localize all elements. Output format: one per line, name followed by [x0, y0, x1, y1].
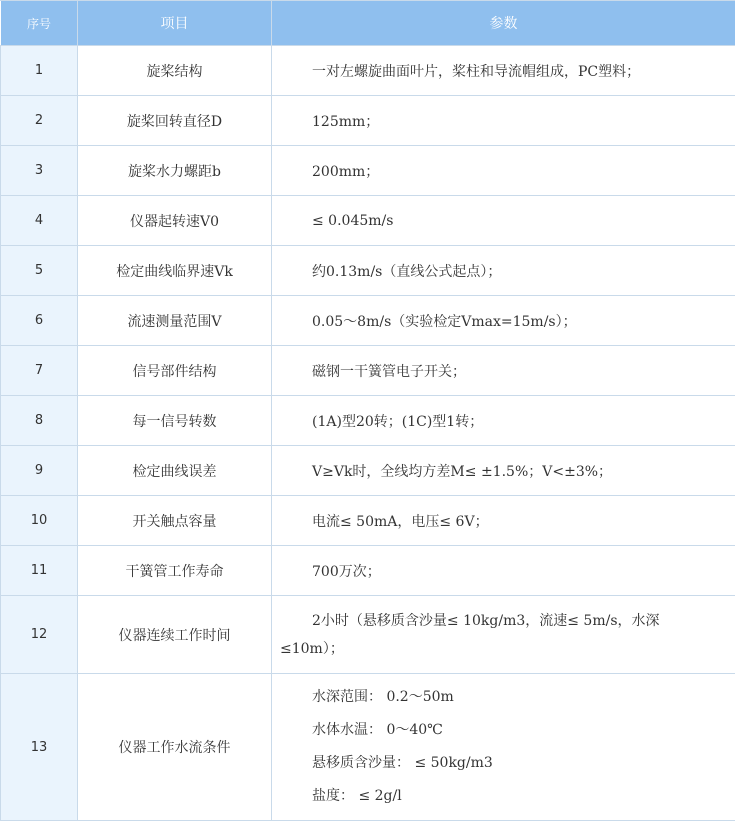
table-row: [1, 96, 735, 146]
row-no: 5: [1, 246, 78, 296]
table-row: [1, 596, 735, 674]
table-row: [1, 196, 735, 246]
row-param-line: 2小时（悬移质含沙量≤ 10kg/m3，流速≤ 5m/s，水深: [312, 612, 660, 629]
row-param: V≥Vk时，全线均方差M≤ ±1.5%；V<±3%；: [272, 446, 735, 496]
table-row: [1, 446, 735, 496]
row-no: 11: [1, 546, 78, 596]
row-param: 700万次；: [272, 546, 735, 596]
row-param: 磁钢一干簧管电子开关；: [272, 346, 735, 396]
condition-line: 盐度： ≤ 2g/l: [312, 788, 402, 804]
row-no: 13: [1, 674, 78, 821]
table-header-row: [1, 1, 735, 46]
row-no: 3: [1, 146, 78, 196]
row-item: 检定曲线临界速Vk: [78, 246, 272, 296]
table-row: [1, 496, 735, 546]
row-param: 约0.13m/s（直线公式起点）；: [272, 246, 735, 296]
row-item: 信号部件结构: [78, 346, 272, 396]
row-param: 一对左螺旋曲面叶片，桨柱和导流帽组成，PC塑料；: [272, 46, 735, 96]
row-item: 仪器工作水流条件: [78, 674, 272, 821]
row-param: 电流≤ 50mA，电压≤ 6V；: [272, 496, 735, 546]
row-no: 8: [1, 396, 78, 446]
header-param: 参数: [272, 1, 735, 46]
table-row: [1, 674, 735, 821]
row-no: 7: [1, 346, 78, 396]
row-param: [272, 674, 735, 821]
row-item: 旋桨结构: [78, 46, 272, 96]
row-no: 10: [1, 496, 78, 546]
row-no: 6: [1, 296, 78, 346]
row-param: ≤ 0.045m/s: [272, 196, 735, 246]
row-no: 4: [1, 196, 78, 246]
row-item: 旋桨水力螺距b: [78, 146, 272, 196]
row-param: 0.05～8m/s（实验检定Vmax=15m/s）；: [272, 296, 735, 346]
row-no: 1: [1, 46, 78, 96]
condition-line: 水深范围： 0.2～50m: [312, 689, 454, 705]
row-item: 干簧管工作寿命: [78, 546, 272, 596]
table-row: [1, 146, 735, 196]
condition-line: 水体水温： 0～40℃: [312, 722, 443, 738]
row-param: 125mm；: [272, 96, 735, 146]
row-item: 开关触点容量: [78, 496, 272, 546]
table-row: [1, 546, 735, 596]
condition-line: 悬移质含沙量： ≤ 50kg/m3: [312, 755, 493, 771]
row-item: 每一信号转数: [78, 396, 272, 446]
table-row: [1, 46, 735, 96]
row-item: 仪器起转速V0: [78, 196, 272, 246]
table-row: [1, 346, 735, 396]
row-no: 9: [1, 446, 78, 496]
row-no: 2: [1, 96, 78, 146]
row-item: 旋桨回转直径D: [78, 96, 272, 146]
table-row: [1, 396, 735, 446]
row-no: 12: [1, 596, 78, 674]
row-param-line: ≤10m）；: [280, 640, 344, 657]
table-row: [1, 246, 735, 296]
table-row: [1, 296, 735, 346]
row-param: (1A)型20转；(1C)型1转；: [272, 396, 735, 446]
row-param: 200mm；: [272, 146, 735, 196]
row-item: 检定曲线误差: [78, 446, 272, 496]
row-item: 仪器连续工作时间: [78, 596, 272, 674]
row-item: 流速测量范围V: [78, 296, 272, 346]
header-no: 序号: [1, 1, 78, 46]
header-item: 项目: [78, 1, 272, 46]
row-param: [272, 596, 735, 674]
